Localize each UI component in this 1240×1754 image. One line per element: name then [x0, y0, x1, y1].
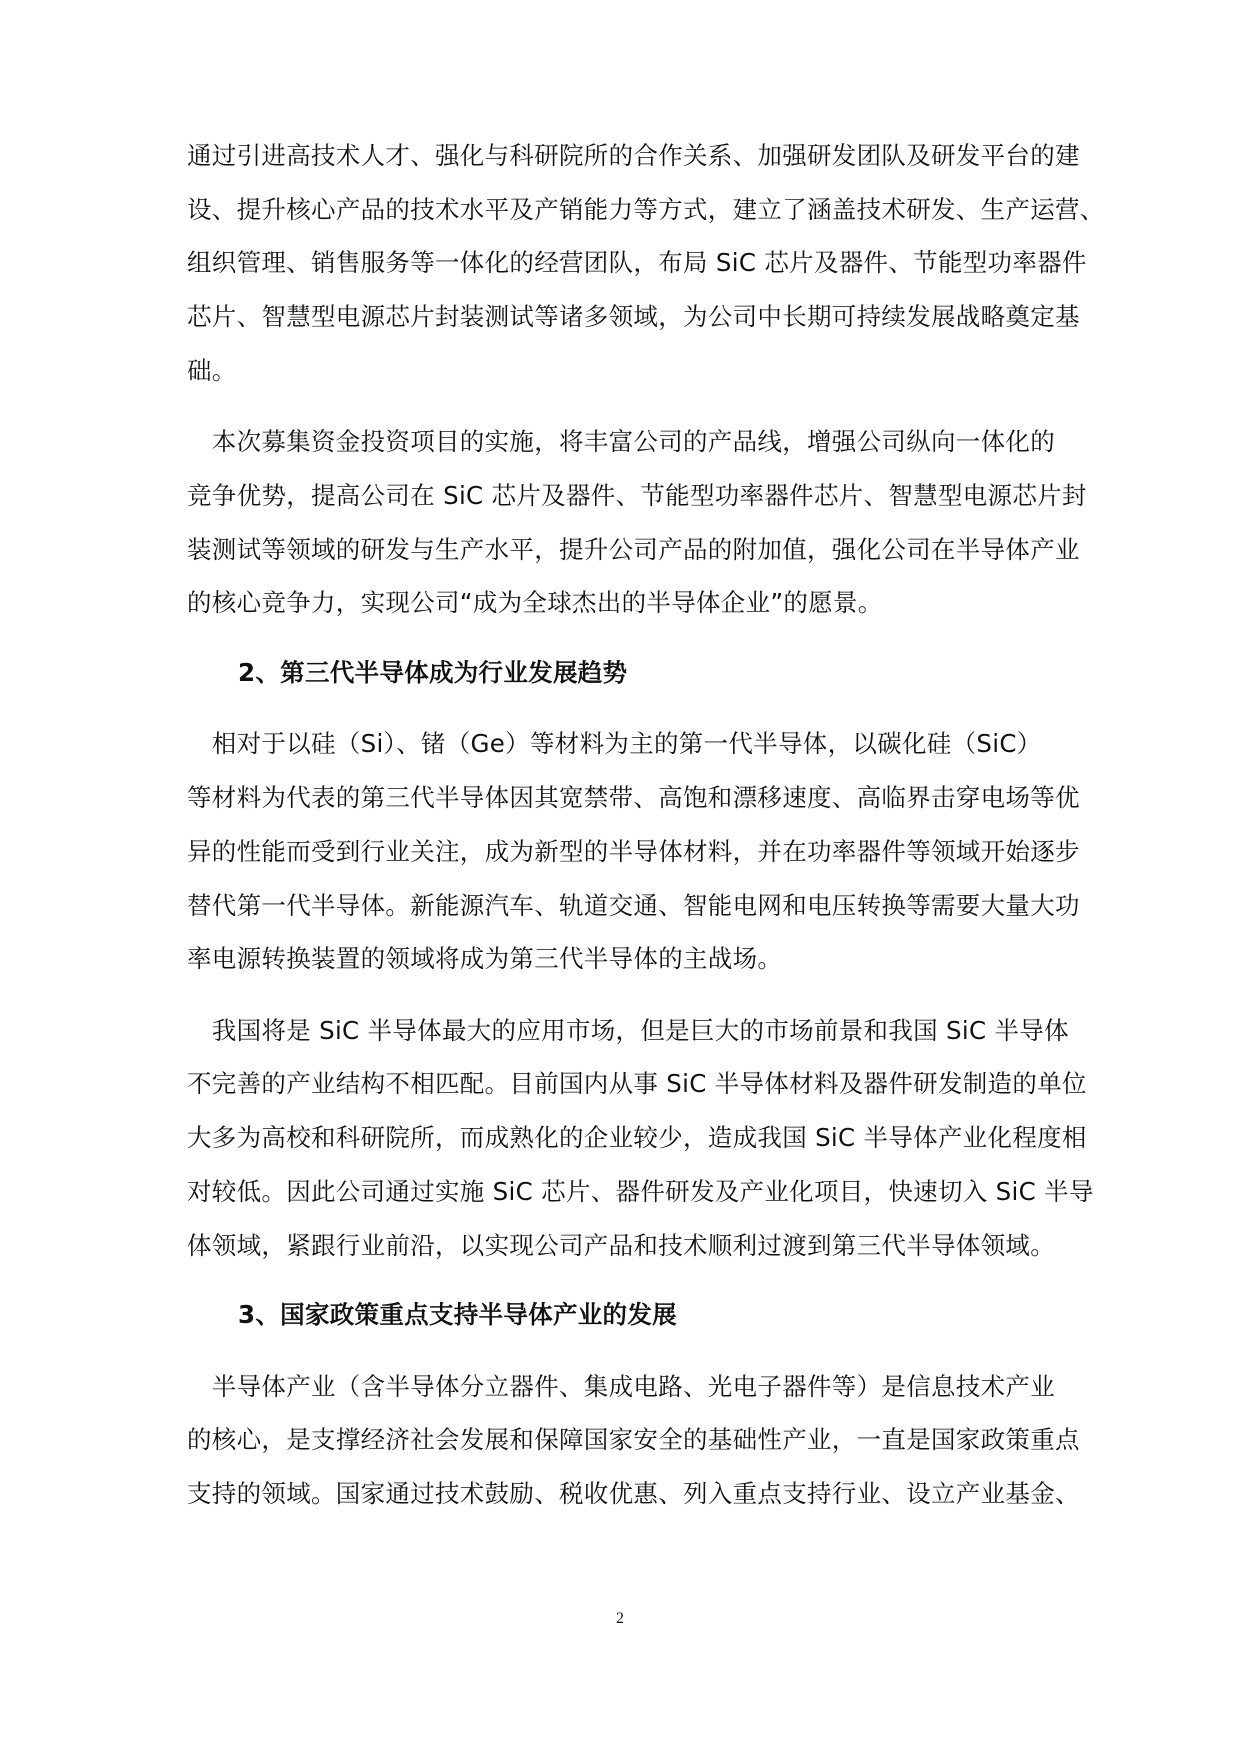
body-line: 通过引进高技术人才、强化与科研院所的合作关系、加强研发团队及研发平台的建 — [187, 141, 1080, 170]
body-line: 组织管理、销售服务等一体化的经营团队，布局 SiC 芯片及器件、节能型功率器件 — [187, 248, 1087, 277]
body-line: 替代第一代半导体。新能源汽车、轨道交通、智能电网和电压转换等需要大量大功 — [187, 891, 1080, 920]
body-line: 础。 — [187, 356, 237, 385]
body-line: 设、提升核心产品的技术水平及产销能力等方式，建立了涵盖技术研发、生产运营、 — [187, 195, 1105, 224]
body-line: 我国将是 SiC 半导体最大的应用市场，但是巨大的市场前景和我国 SiC 半导体 — [187, 1016, 1069, 1045]
page-number: 2 — [616, 1610, 624, 1627]
body-line: 率电源转换装置的领域将成为第三代半导体的主战场。 — [187, 944, 783, 973]
body-line: 芯片、智慧型电源芯片封装测试等诸多领域，为公司中长期可持续发展战略奠定基 — [187, 302, 1080, 331]
body-line: 等材料为代表的第三代半导体因其宽禁带、高饱和漂移速度、高临界击穿电场等优 — [187, 783, 1080, 812]
body-line: 相对于以硅（Si）、锗（Ge）等材料为主的第一代半导体，以碳化硅（SiC） — [187, 729, 1042, 758]
body-line: 异的性能而受到行业关注，成为新型的半导体材料，并在功率器件等领域开始逐步 — [187, 837, 1080, 866]
body-line: 体领域，紧跟行业前沿，以实现公司产品和技术顺利过渡到第三代半导体领域。 — [187, 1231, 1055, 1260]
body-line: 的核心竞争力，实现公司“成为全球杰出的半导体企业”的愿景。 — [187, 588, 883, 617]
body-line: 装测试等领域的研发与生产水平，提升公司产品的附加值，强化公司在半导体产业 — [187, 535, 1080, 564]
body-line: 支持的领域。国家通过技术鼓励、税收优惠、列入重点支持行业、设立产业基金、 — [187, 1479, 1080, 1508]
body-line: 不完善的产业结构不相匹配。目前国内从事 SiC 半导体材料及器件研发制造的单位 — [187, 1069, 1087, 1098]
body-line: 竞争优势，提高公司在 SiC 芯片及器件、节能型功率器件芯片、智慧型电源芯片封 — [187, 481, 1087, 510]
body-line: 半导体产业（含半导体分立器件、集成电路、光电子器件等）是信息技术产业 — [187, 1372, 1055, 1401]
body-line: 本次募集资金投资项目的实施，将丰富公司的产品线，增强公司纵向一体化的 — [187, 427, 1055, 456]
section-heading-3: 3、国家政策重点支持半导体产业的发展 — [238, 1300, 677, 1329]
body-line: 大多为高校和科研院所，而成熟化的企业较少，造成我国 SiC 半导体产业化程度相 — [187, 1123, 1087, 1152]
body-line: 对较低。因此公司通过实施 SiC 芯片、器件研发及产业化项目，快速切入 SiC 半导 — [187, 1177, 1094, 1206]
section-heading-2: 2、第三代半导体成为行业发展趋势 — [238, 658, 628, 687]
body-line: 的核心，是支撑经济社会发展和保障国家安全的基础性产业，一直是国家政策重点 — [187, 1425, 1080, 1454]
